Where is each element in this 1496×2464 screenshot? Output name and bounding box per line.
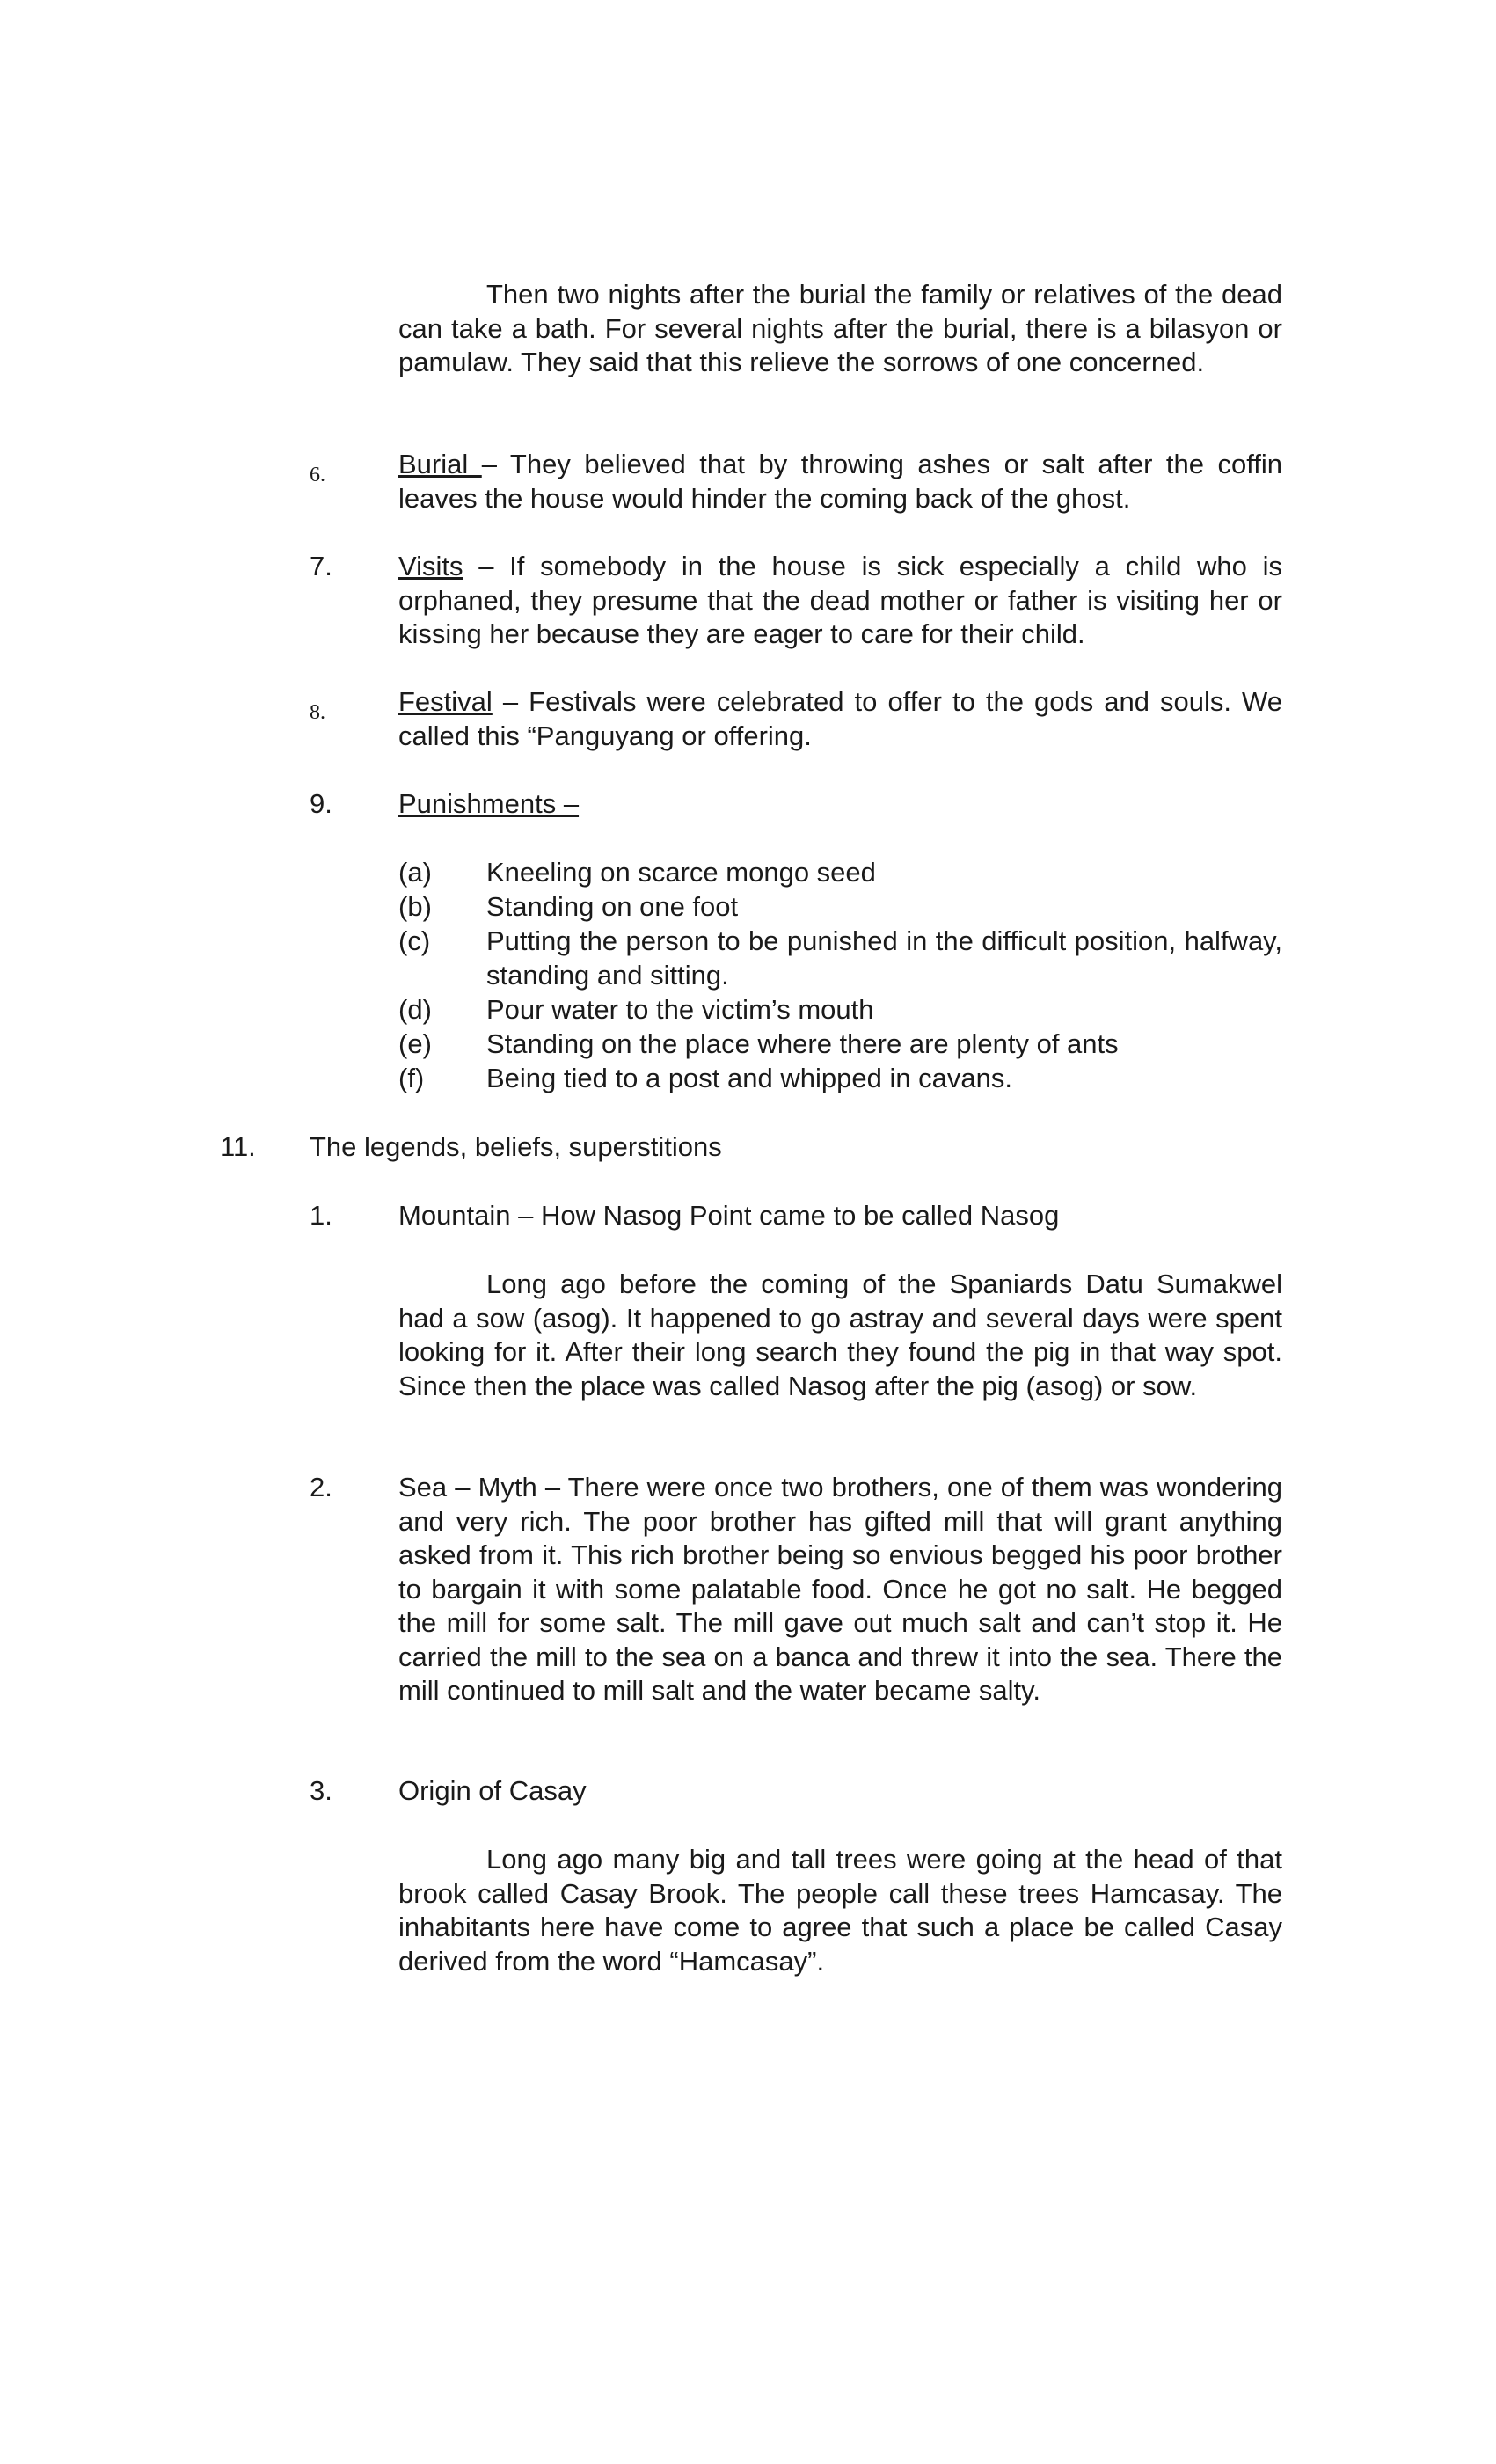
legend-number: 2. (310, 1472, 332, 1503)
intro-paragraph: Then two nights after the burial the family or relatives of the dead can take a bath. For several nights after the burial, there is a bilasyon or pamulaw. They said that this relieve the sorrows of one concerned. (398, 279, 1282, 377)
item-number: 7. (310, 551, 332, 581)
item-heading: Punishments – (398, 788, 580, 819)
legend-number: 3. (310, 1775, 332, 1806)
legend-number: 1. (310, 1200, 332, 1231)
legend-title: Mountain – How Nasog Point came to be called Nasog (398, 1200, 1060, 1231)
item-festival (398, 685, 1282, 753)
item-burial (398, 448, 1282, 515)
punishment-text: Putting the person to be punished in the difficult position, halfway, standing and sitting. (486, 925, 1282, 991)
item-text: – If somebody in the house is sick especially a child who is orphaned, they presume that the dead mother or father is visiting her or kissing her because they are eager to care for their child. (398, 551, 1282, 649)
punishment-label: (c) (398, 925, 431, 956)
item-heading: Festival (398, 686, 493, 717)
item-number: 9. (310, 788, 332, 819)
section-number: 11. (220, 1131, 256, 1162)
item-heading: Visits (398, 551, 463, 581)
punishment-label: (b) (398, 891, 432, 922)
punishment-text: Pour water to the victim’s mouth (486, 994, 874, 1025)
punishment-label: (a) (398, 857, 432, 888)
punishment-text: Standing on one foot (486, 891, 739, 922)
punishment-label: (d) (398, 994, 432, 1025)
punishment-text: Being tied to a post and whipped in cavans. (486, 1063, 1013, 1093)
item-number: 6. (310, 464, 325, 486)
item-text: – Festivals were celebrated to offer to the gods and souls. We called this “Panguyang or offering. (398, 686, 1282, 751)
casay-paragraph: Long ago many big and tall trees were going at the head of that brook called Casay Brook. The people call these trees Hamcasay. The inhabitants here have come to agree that such a place be called Casay derived from the word “Hamcasay”. (398, 1844, 1282, 1977)
item-number: 8. (310, 701, 325, 724)
punishment-label: (e) (398, 1028, 432, 1059)
section-title: The legends, beliefs, superstitions (310, 1131, 722, 1162)
nasog-paragraph: Long ago before the coming of the Spaniards Datu Sumakwel had a sow (asog). It happened to go astray and several days were spent looking for it. After their long search they found the pig in that way spot. Since then the place was called Nasog after the pig (asog) or sow. (398, 1269, 1282, 1401)
item-heading: Burial (398, 449, 482, 479)
legend-title: Origin of Casay (398, 1775, 587, 1806)
legend-sea-myth: Sea – Myth – There were once two brothers, one of them was wondering and very rich. The poor brother has gifted mill that will grant anything asked from it. This rich brother being so envious begged his poor brother to bargain it with some palatable food. Once he got no salt. He begged the mill for some salt. The mill gave out much salt and can’t stop it. He carried the mill to the sea on a banca and threw it into the sea. There the mill continued to mill salt and the water became salty. (398, 1472, 1282, 1706)
item-punishments (398, 787, 1282, 822)
punishment-text: Kneeling on scarce mongo seed (486, 857, 876, 888)
punishment-label: (f) (398, 1063, 425, 1093)
item-text: – They believed that by throwing ashes or salt after the coffin leaves the house would hinder the coming back of the ghost. (398, 449, 1282, 514)
item-visits (398, 550, 1282, 652)
punishment-text: Standing on the place where there are plenty of ants (486, 1028, 1119, 1059)
